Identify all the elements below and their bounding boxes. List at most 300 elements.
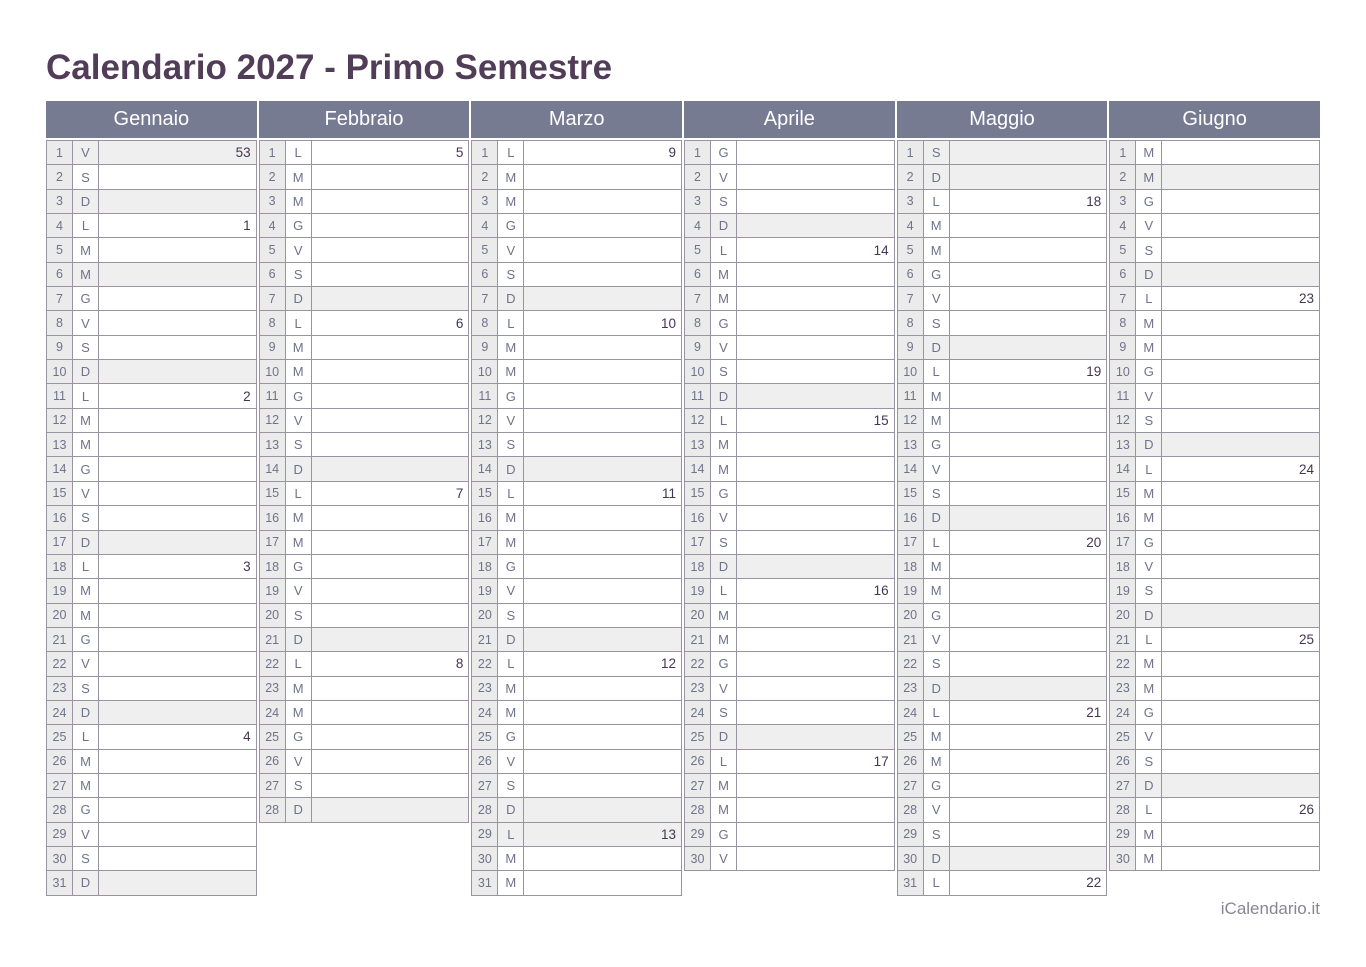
day-letter-cell: V xyxy=(73,823,98,846)
note-cell xyxy=(950,238,1107,261)
note-cell xyxy=(1162,652,1319,675)
day-number-cell: 14 xyxy=(1110,457,1135,480)
day-number-cell: 30 xyxy=(685,847,710,870)
day-number-cell: 28 xyxy=(898,798,923,821)
day-number-cell: 24 xyxy=(685,701,710,724)
day-number-cell: 6 xyxy=(1110,263,1135,286)
note-cell xyxy=(99,287,256,310)
day-letter-cell: D xyxy=(1136,774,1161,797)
day-number-cell: 19 xyxy=(47,579,72,602)
month-name: Gennaio xyxy=(113,108,190,130)
day-letter-cell: M xyxy=(1136,141,1161,164)
note-cell xyxy=(99,823,256,846)
day-letter-cell: D xyxy=(711,725,736,748)
note-cell xyxy=(737,311,894,334)
note-cell xyxy=(950,847,1107,870)
day-letter-cell: M xyxy=(73,604,98,627)
day-letter-cell: G xyxy=(498,555,523,578)
day-number-cell: 20 xyxy=(472,604,497,627)
note-cell xyxy=(737,263,894,286)
day-letter-cell: M xyxy=(73,579,98,602)
day-number-cell: 23 xyxy=(1110,677,1135,700)
note-cell xyxy=(737,555,894,578)
day-number-cell: 2 xyxy=(260,165,285,188)
day-letter-cell: D xyxy=(286,628,311,651)
note-cell xyxy=(950,214,1107,237)
day-letter-cell: G xyxy=(711,311,736,334)
month-name: Febbraio xyxy=(324,108,404,130)
day-number-cell: 3 xyxy=(47,190,72,213)
note-cell xyxy=(950,311,1107,334)
note-cell xyxy=(524,531,681,554)
day-number-cell: 21 xyxy=(685,628,710,651)
note-cell xyxy=(312,457,469,480)
note-cell xyxy=(950,531,1107,554)
day-number-cell: 30 xyxy=(1110,847,1135,870)
day-letter-cell: V xyxy=(924,798,949,821)
month-header xyxy=(897,101,1108,138)
day-letter-cell: V xyxy=(286,579,311,602)
day-number-cell: 29 xyxy=(1110,823,1135,846)
day-letter-cell: L xyxy=(73,214,98,237)
note-cell xyxy=(312,238,469,261)
day-number-cell: 22 xyxy=(472,652,497,675)
day-number-cell: 10 xyxy=(260,360,285,383)
day-number-cell: 7 xyxy=(1110,287,1135,310)
day-number-cell: 13 xyxy=(898,433,923,456)
note-cell xyxy=(1162,457,1319,480)
note-cell xyxy=(1162,190,1319,213)
day-number-cell: 11 xyxy=(260,384,285,407)
note-cell xyxy=(99,165,256,188)
note-cell xyxy=(1162,238,1319,261)
note-cell xyxy=(950,141,1107,164)
note-cell xyxy=(737,238,894,261)
note-cell xyxy=(1162,701,1319,724)
day-number-cell: 27 xyxy=(260,774,285,797)
note-cell xyxy=(737,628,894,651)
day-number-cell: 12 xyxy=(898,409,923,432)
note-cell xyxy=(312,165,469,188)
note-cell xyxy=(1162,823,1319,846)
day-letter-cell: G xyxy=(498,725,523,748)
day-number-cell: 5 xyxy=(260,238,285,261)
day-number-cell: 26 xyxy=(898,750,923,773)
note-cell xyxy=(950,190,1107,213)
day-number-cell: 26 xyxy=(472,750,497,773)
day-letter-cell: G xyxy=(924,604,949,627)
day-letter-cell: V xyxy=(711,506,736,529)
note-cell xyxy=(524,701,681,724)
day-letter-cell: M xyxy=(1136,652,1161,675)
day-letter-cell: M xyxy=(1136,482,1161,505)
day-number-cell: 26 xyxy=(1110,750,1135,773)
note-cell xyxy=(312,482,469,505)
day-letter-cell: V xyxy=(924,287,949,310)
day-number-cell: 6 xyxy=(685,263,710,286)
month-column xyxy=(46,101,257,896)
week-number: 14 xyxy=(873,242,889,258)
note-cell xyxy=(737,190,894,213)
day-letter-cell: M xyxy=(924,579,949,602)
day-letter-cell: M xyxy=(711,287,736,310)
day-number-cell: 13 xyxy=(472,433,497,456)
note-cell xyxy=(99,506,256,529)
note-cell xyxy=(950,165,1107,188)
day-number-cell: 9 xyxy=(47,336,72,359)
day-letter-cell: D xyxy=(711,214,736,237)
note-cell xyxy=(312,433,469,456)
day-number-cell: 4 xyxy=(47,214,72,237)
day-number-cell: 22 xyxy=(47,652,72,675)
day-letter-cell: S xyxy=(924,311,949,334)
note-cell xyxy=(99,433,256,456)
note-cell xyxy=(737,677,894,700)
day-letter-cell: V xyxy=(498,750,523,773)
note-cell xyxy=(312,579,469,602)
note-cell xyxy=(99,482,256,505)
day-letter-cell: S xyxy=(286,433,311,456)
day-number-cell: 11 xyxy=(685,384,710,407)
day-number-cell: 7 xyxy=(260,287,285,310)
day-number-cell: 8 xyxy=(898,311,923,334)
note-cell xyxy=(1162,214,1319,237)
day-letter-cell: M xyxy=(286,336,311,359)
day-letter-cell: D xyxy=(711,384,736,407)
day-letter-cell: D xyxy=(1136,263,1161,286)
note-cell xyxy=(1162,555,1319,578)
day-number-cell: 5 xyxy=(898,238,923,261)
day-number-cell: 30 xyxy=(47,847,72,870)
day-number-cell: 15 xyxy=(685,482,710,505)
day-letter-cell: S xyxy=(924,482,949,505)
day-number-cell: 24 xyxy=(472,701,497,724)
note-cell xyxy=(950,457,1107,480)
day-letter-cell: V xyxy=(286,750,311,773)
note-cell xyxy=(1162,336,1319,359)
day-letter-cell: M xyxy=(286,701,311,724)
week-number: 6 xyxy=(455,315,464,331)
day-letter-cell: G xyxy=(286,214,311,237)
note-cell xyxy=(524,287,681,310)
day-number-cell: 29 xyxy=(685,823,710,846)
month-body xyxy=(46,140,257,896)
day-number-cell: 26 xyxy=(47,750,72,773)
note-cell xyxy=(950,774,1107,797)
day-letter-cell: M xyxy=(286,360,311,383)
day-letter-cell: G xyxy=(711,823,736,846)
note-cell xyxy=(312,141,469,164)
day-number-cell: 28 xyxy=(260,798,285,821)
day-number-cell: 21 xyxy=(47,628,72,651)
day-number-cell: 13 xyxy=(1110,433,1135,456)
day-number-cell: 13 xyxy=(685,433,710,456)
day-number-cell: 20 xyxy=(685,604,710,627)
day-number-cell: 6 xyxy=(472,263,497,286)
day-letter-cell: M xyxy=(711,628,736,651)
note-cell xyxy=(950,701,1107,724)
day-number-cell: 7 xyxy=(685,287,710,310)
day-letter-cell: M xyxy=(498,871,523,894)
day-number-cell: 2 xyxy=(685,165,710,188)
day-number-cell: 22 xyxy=(685,652,710,675)
day-letter-cell: D xyxy=(498,287,523,310)
day-letter-cell: D xyxy=(286,457,311,480)
day-letter-cell: G xyxy=(711,482,736,505)
day-number-cell: 10 xyxy=(472,360,497,383)
note-cell xyxy=(950,482,1107,505)
day-number-cell: 20 xyxy=(260,604,285,627)
week-number: 18 xyxy=(1086,193,1102,209)
note-cell xyxy=(1162,604,1319,627)
note-cell xyxy=(1162,628,1319,651)
day-number-cell: 4 xyxy=(898,214,923,237)
day-number-cell: 14 xyxy=(898,457,923,480)
day-number-cell: 31 xyxy=(898,871,923,894)
day-letter-cell: V xyxy=(711,165,736,188)
note-cell xyxy=(737,287,894,310)
note-cell xyxy=(312,214,469,237)
day-letter-cell: V xyxy=(1136,214,1161,237)
month-body xyxy=(471,140,682,896)
day-number-cell: 18 xyxy=(685,555,710,578)
note-cell xyxy=(524,141,681,164)
day-letter-cell: M xyxy=(711,457,736,480)
note-cell xyxy=(524,725,681,748)
day-letter-cell: S xyxy=(498,604,523,627)
day-number-cell: 28 xyxy=(472,798,497,821)
day-letter-cell: S xyxy=(1136,409,1161,432)
day-number-cell: 19 xyxy=(685,579,710,602)
day-number-cell: 15 xyxy=(898,482,923,505)
month-name: Aprile xyxy=(763,108,815,130)
day-number-cell: 1 xyxy=(47,141,72,164)
note-cell xyxy=(737,750,894,773)
day-letter-cell: G xyxy=(286,725,311,748)
note-cell xyxy=(99,360,256,383)
note-cell xyxy=(524,774,681,797)
day-number-cell: 23 xyxy=(898,677,923,700)
note-cell xyxy=(737,141,894,164)
day-number-cell: 12 xyxy=(472,409,497,432)
note-cell xyxy=(312,604,469,627)
day-letter-cell: M xyxy=(924,725,949,748)
note-cell xyxy=(99,628,256,651)
note-cell xyxy=(312,263,469,286)
day-number-cell: 6 xyxy=(47,263,72,286)
day-letter-cell: M xyxy=(73,263,98,286)
month-header xyxy=(46,101,257,138)
day-number-cell: 18 xyxy=(472,555,497,578)
note-cell xyxy=(737,506,894,529)
day-number-cell: 4 xyxy=(260,214,285,237)
day-letter-cell: V xyxy=(1136,725,1161,748)
note-cell xyxy=(99,238,256,261)
day-number-cell: 17 xyxy=(1110,531,1135,554)
day-letter-cell: S xyxy=(924,652,949,675)
day-letter-cell: L xyxy=(711,238,736,261)
day-letter-cell: V xyxy=(498,579,523,602)
day-letter-cell: D xyxy=(286,798,311,821)
note-cell xyxy=(950,287,1107,310)
week-number: 24 xyxy=(1298,461,1314,477)
day-letter-cell: D xyxy=(73,190,98,213)
note-cell xyxy=(737,823,894,846)
note-cell xyxy=(312,287,469,310)
note-cell xyxy=(99,311,256,334)
month-name: Giugno xyxy=(1182,108,1247,130)
note-cell xyxy=(1162,409,1319,432)
day-number-cell: 1 xyxy=(260,141,285,164)
day-letter-cell: S xyxy=(924,823,949,846)
note-cell xyxy=(524,506,681,529)
day-letter-cell: M xyxy=(924,555,949,578)
note-cell xyxy=(524,750,681,773)
day-letter-cell: S xyxy=(498,774,523,797)
note-cell xyxy=(99,190,256,213)
day-letter-cell: G xyxy=(924,263,949,286)
day-number-cell: 15 xyxy=(47,482,72,505)
day-number-cell: 23 xyxy=(260,677,285,700)
day-number-cell: 6 xyxy=(898,263,923,286)
day-letter-cell: S xyxy=(73,165,98,188)
day-letter-cell: G xyxy=(73,287,98,310)
day-number-cell: 3 xyxy=(685,190,710,213)
day-letter-cell: V xyxy=(924,457,949,480)
note-cell xyxy=(99,774,256,797)
day-letter-cell: M xyxy=(1136,823,1161,846)
note-cell xyxy=(950,579,1107,602)
day-letter-cell: M xyxy=(1136,311,1161,334)
note-cell xyxy=(1162,165,1319,188)
day-letter-cell: M xyxy=(73,238,98,261)
day-letter-cell: L xyxy=(924,531,949,554)
note-cell xyxy=(737,214,894,237)
day-number-cell: 10 xyxy=(47,360,72,383)
week-number: 53 xyxy=(235,145,251,161)
note-cell xyxy=(1162,677,1319,700)
day-letter-cell: M xyxy=(286,190,311,213)
day-letter-cell: G xyxy=(1136,701,1161,724)
note-cell xyxy=(950,798,1107,821)
note-cell xyxy=(737,165,894,188)
day-letter-cell: D xyxy=(498,628,523,651)
week-number: 17 xyxy=(873,753,889,769)
note-cell xyxy=(99,652,256,675)
day-letter-cell: S xyxy=(73,847,98,870)
day-number-cell: 21 xyxy=(1110,628,1135,651)
note-cell xyxy=(1162,847,1319,870)
day-number-cell: 5 xyxy=(1110,238,1135,261)
day-number-cell: 26 xyxy=(260,750,285,773)
day-letter-cell: M xyxy=(924,750,949,773)
month-body xyxy=(684,140,895,871)
day-letter-cell: L xyxy=(924,190,949,213)
day-letter-cell: M xyxy=(498,336,523,359)
day-letter-cell: M xyxy=(924,214,949,237)
note-cell xyxy=(99,871,256,894)
note-cell xyxy=(524,482,681,505)
day-letter-cell: M xyxy=(711,604,736,627)
day-letter-cell: M xyxy=(498,677,523,700)
day-number-cell: 30 xyxy=(898,847,923,870)
day-letter-cell: V xyxy=(711,677,736,700)
week-number: 22 xyxy=(1086,875,1102,891)
day-number-cell: 2 xyxy=(1110,165,1135,188)
day-letter-cell: M xyxy=(924,384,949,407)
day-letter-cell: D xyxy=(924,506,949,529)
note-cell xyxy=(312,774,469,797)
day-letter-cell: D xyxy=(924,336,949,359)
week-number: 1 xyxy=(243,218,251,234)
day-letter-cell: S xyxy=(73,506,98,529)
note-cell xyxy=(524,677,681,700)
day-number-cell: 18 xyxy=(260,555,285,578)
day-letter-cell: G xyxy=(1136,190,1161,213)
day-letter-cell: G xyxy=(73,628,98,651)
month-header xyxy=(471,101,682,138)
day-number-cell: 20 xyxy=(898,604,923,627)
day-letter-cell: D xyxy=(498,798,523,821)
day-letter-cell: M xyxy=(286,531,311,554)
week-number: 4 xyxy=(243,729,251,745)
note-cell xyxy=(524,457,681,480)
day-number-cell: 9 xyxy=(685,336,710,359)
day-number-cell: 8 xyxy=(472,311,497,334)
day-letter-cell: S xyxy=(498,263,523,286)
day-letter-cell: M xyxy=(73,750,98,773)
page-title: Calendario 2027 - Primo Semestre xyxy=(46,48,613,87)
day-letter-cell: S xyxy=(1136,579,1161,602)
note-cell xyxy=(950,263,1107,286)
day-letter-cell: L xyxy=(711,579,736,602)
note-cell xyxy=(524,263,681,286)
day-letter-cell: M xyxy=(73,774,98,797)
note-cell xyxy=(1162,311,1319,334)
note-cell xyxy=(524,165,681,188)
day-number-cell: 1 xyxy=(1110,141,1135,164)
day-letter-cell: S xyxy=(286,774,311,797)
note-cell xyxy=(524,579,681,602)
note-cell xyxy=(1162,263,1319,286)
note-cell xyxy=(524,871,681,894)
day-letter-cell: D xyxy=(1136,433,1161,456)
day-number-cell: 17 xyxy=(472,531,497,554)
month-column xyxy=(259,101,470,896)
day-letter-cell: D xyxy=(73,871,98,894)
day-number-cell: 14 xyxy=(472,457,497,480)
day-letter-cell: G xyxy=(1136,531,1161,554)
day-number-cell: 18 xyxy=(47,555,72,578)
day-number-cell: 27 xyxy=(47,774,72,797)
week-number: 2 xyxy=(243,388,251,404)
day-letter-cell: V xyxy=(1136,384,1161,407)
note-cell xyxy=(524,360,681,383)
day-letter-cell: M xyxy=(73,433,98,456)
day-number-cell: 30 xyxy=(472,847,497,870)
week-number: 10 xyxy=(660,315,676,331)
day-number-cell: 4 xyxy=(685,214,710,237)
day-letter-cell: V xyxy=(73,482,98,505)
day-number-cell: 18 xyxy=(1110,555,1135,578)
day-letter-cell: M xyxy=(1136,847,1161,870)
week-number: 21 xyxy=(1086,705,1102,721)
day-number-cell: 28 xyxy=(1110,798,1135,821)
day-number-cell: 16 xyxy=(472,506,497,529)
day-number-cell: 7 xyxy=(47,287,72,310)
note-cell xyxy=(950,871,1107,894)
note-cell xyxy=(950,823,1107,846)
